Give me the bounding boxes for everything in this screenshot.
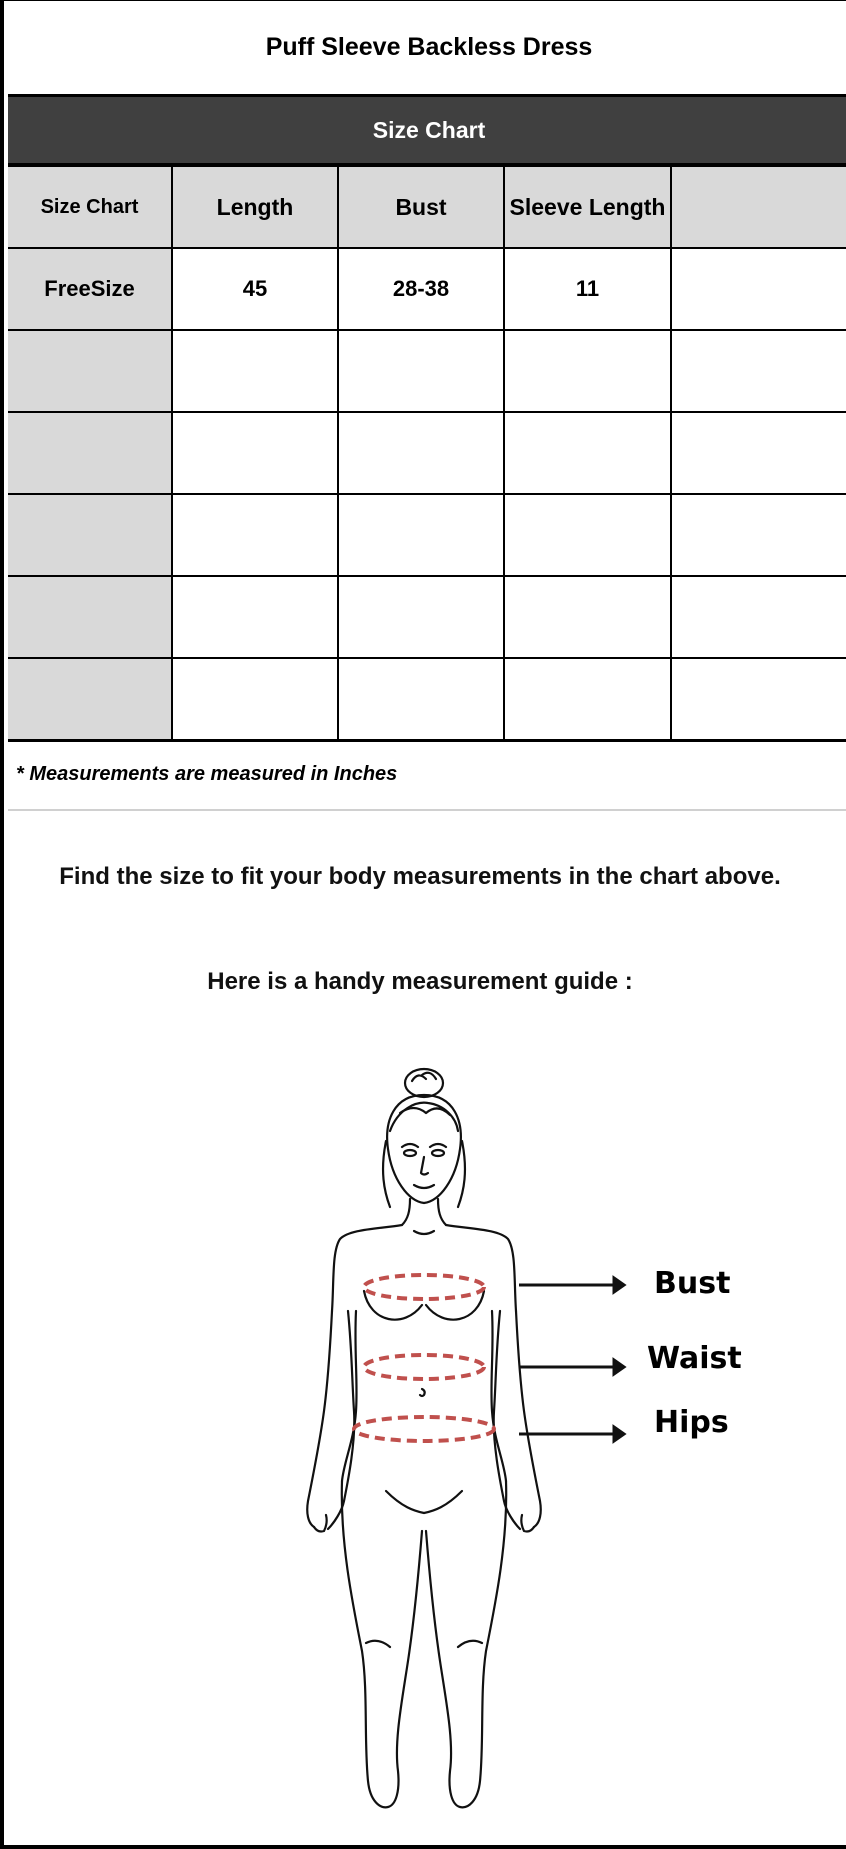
table-cell (504, 576, 671, 658)
table-cell (338, 412, 504, 494)
table-row (8, 330, 846, 412)
table-cell (671, 658, 846, 741)
table-cell (338, 330, 504, 412)
table-row (8, 576, 846, 658)
title-band (8, 1, 846, 97)
size-cell: FreeSize (8, 248, 172, 330)
size-table (8, 165, 846, 742)
column-header: Sleeve Length (504, 166, 671, 248)
table-cell: 45 (172, 248, 338, 330)
guide-instruction: Find the size to fit your body measurements in the chart above. (59, 863, 781, 890)
guide-subtitle: Here is a handy measurement guide : (207, 968, 633, 995)
divider (8, 809, 846, 811)
size-cell (8, 658, 172, 741)
column-header: Bust (338, 166, 504, 248)
table-cell (172, 658, 338, 741)
table-row (8, 248, 846, 330)
table-cell (504, 494, 671, 576)
table-cell (504, 658, 671, 741)
bust-label: Bust (654, 1266, 731, 1301)
table-cell (338, 658, 504, 741)
table-cell (671, 248, 846, 330)
column-header (671, 166, 846, 248)
body-outline-icon (304, 1061, 744, 1821)
table-cell (671, 412, 846, 494)
table-cell: 11 (504, 248, 671, 330)
size-chart-header: Size Chart (8, 97, 846, 165)
table-cell (671, 494, 846, 576)
table-cell (172, 494, 338, 576)
table-cell (671, 330, 846, 412)
body-measurement-figure (304, 1061, 744, 1821)
product-title: Puff Sleeve Backless Dress (265, 33, 593, 61)
table-cell (671, 576, 846, 658)
column-header: Length (172, 166, 338, 248)
size-cell (8, 494, 172, 576)
table-cell (172, 412, 338, 494)
table-cell (504, 330, 671, 412)
size-cell (8, 412, 172, 494)
table-cell (172, 330, 338, 412)
table-cell: 28-38 (338, 248, 504, 330)
size-cell (8, 576, 172, 658)
table-row (8, 494, 846, 576)
column-header: Size Chart (8, 166, 172, 248)
table-header-row (8, 166, 846, 248)
table-cell (172, 576, 338, 658)
table-row (8, 658, 846, 741)
size-cell (8, 330, 172, 412)
table-cell (504, 412, 671, 494)
table-row (8, 412, 846, 494)
waist-label: Waist (647, 1341, 742, 1376)
hips-label: Hips (654, 1405, 729, 1440)
measurement-note: * Measurements are measured in Inches (16, 763, 398, 785)
table-cell (338, 576, 504, 658)
table-cell (338, 494, 504, 576)
